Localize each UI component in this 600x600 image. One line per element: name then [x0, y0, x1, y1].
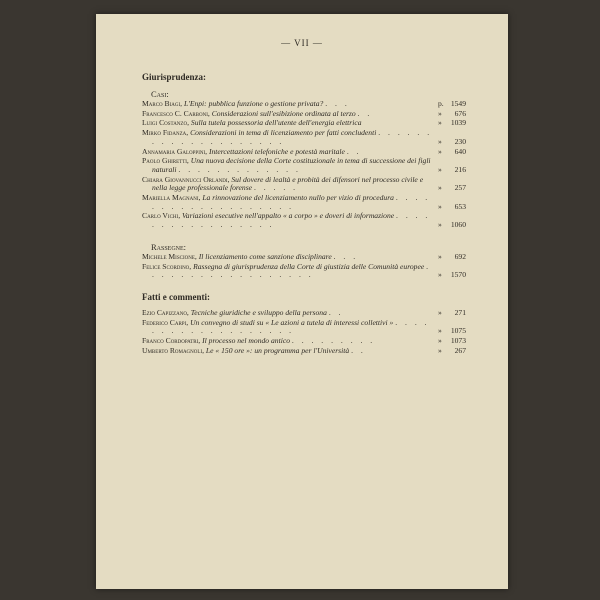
entry-title: Sulla tutela possessoria dell'utente dell'energia elettrica [190, 118, 362, 128]
entry-title: Variazioni esecutive nell'appalto « a corpo » e doveri di informazione [182, 211, 395, 221]
table-of-contents [142, 72, 466, 356]
entry-reference [438, 347, 466, 356]
toc-entry [142, 129, 466, 146]
page-marker: » [438, 201, 442, 211]
toc-entry [142, 337, 466, 346]
entry-reference [438, 110, 466, 119]
entry-author: Franco Cordopatri, [142, 336, 201, 346]
entry-page: 676 [454, 108, 466, 118]
leader-dots: . . . [325, 99, 350, 108]
toc-entry [142, 148, 466, 157]
entry-reference [438, 271, 466, 280]
leader-dots: . . . . . [253, 183, 299, 193]
entry-title: Sul dovere di lealtà e probità dei difensori nel processo civile e nella legge professionale forense [152, 174, 424, 193]
entry-reference [438, 100, 466, 109]
entry-page: 1570 [450, 270, 466, 280]
page-marker: » [438, 345, 442, 355]
subsection-heading: Rassegne: [151, 241, 187, 252]
entry-title: Rassegna di giurisprudenza della Corte di giustizia delle Comunità europee [193, 261, 425, 271]
page-marker: » [438, 307, 442, 317]
toc-entry [142, 253, 466, 262]
entry-title: Una nuova decisione della Corte costituzionale in tema di successione dei figli naturali [152, 156, 431, 174]
entry-author: Carlo Vichi, [142, 211, 181, 221]
entry-author: Felice Scordino, [142, 261, 192, 271]
toc-entry [142, 110, 466, 119]
toc-entry [142, 119, 466, 128]
entry-reference [438, 327, 466, 336]
toc-entry [142, 347, 466, 356]
entry-title: Considerazioni sull'esibizione ordinata al terzo [211, 108, 356, 118]
page-marker: » [438, 220, 442, 230]
entry-reference [438, 253, 466, 262]
toc-entry [142, 157, 466, 174]
entry-author: Mirko Fidanza, [142, 128, 189, 138]
entry-page: 1549 [450, 99, 466, 108]
entry-reference [438, 203, 466, 212]
leader-dots: . . [357, 108, 373, 118]
entry-page: 216 [454, 164, 466, 174]
entry-title: L'Enpi: pubblica funzione o gestione privata? [183, 99, 324, 108]
page-marker: » [438, 183, 442, 193]
leader-dots: . . [346, 146, 362, 156]
entry-author: Annamaria Galoppini, [142, 146, 208, 156]
entry-author: Michele Miscione, [142, 251, 197, 261]
entry-title: La rinnovazione del licenziamento nullo per vizio di procedura [202, 193, 394, 203]
entry-page: 1073 [450, 336, 466, 346]
entry-title: Le « 150 ore »: un programma per l'Università [205, 345, 350, 355]
entry-page: 1075 [450, 326, 466, 336]
entry-author: Umberto Romagnoli, [142, 345, 205, 355]
page-marker: » [438, 136, 442, 146]
entry-author: Chiara Giovannucci Orlandi, [142, 174, 230, 184]
entry-page: 1039 [450, 118, 466, 128]
entry-reference [438, 337, 466, 346]
document-page [96, 14, 508, 589]
leader-dots: . . . . . . . . . . . . . . . . . . . [152, 193, 431, 211]
entry-title: Intercettazioni telefoniche e potestà maritale [208, 146, 345, 156]
page-number: — VII — [281, 38, 323, 48]
page-marker: » [438, 118, 442, 128]
page-marker: » [438, 336, 442, 346]
leader-dots: . . . . . . . . . . . . . [178, 164, 301, 174]
page-marker: » [438, 164, 442, 174]
leader-dots: . . . . . . . . . . . . . . . . . [152, 211, 431, 230]
leader-dots: . . . . . . . . . . . . . . . . . . . . [152, 128, 433, 146]
entry-page: 230 [454, 136, 466, 146]
entry-page: 653 [454, 201, 466, 211]
entry-reference [438, 138, 466, 147]
entry-author: Ezio Capizzano, [142, 307, 189, 317]
leader-dots: . . [351, 345, 366, 355]
entry-reference [438, 119, 466, 128]
entry-title: Tecniche giuridiche e sviluppo della persona [190, 307, 327, 317]
toc-entry [142, 309, 466, 318]
toc-entry [142, 263, 466, 280]
entry-author: Marco Biagi, [142, 99, 183, 108]
entry-title: Considerazioni in tema di licenziamento per fatti concludenti [190, 128, 377, 138]
entry-page: 640 [454, 146, 466, 156]
entry-author: Mariella Magnani, [142, 193, 201, 203]
entry-page: 1060 [450, 220, 466, 230]
entry-author: Francesco C. Carboni, [142, 108, 210, 118]
entry-reference [438, 221, 466, 230]
toc-entry [142, 194, 466, 211]
entry-page: 692 [454, 251, 466, 261]
toc-entry [142, 176, 466, 193]
entry-title: Il processo nel mondo antico [202, 336, 290, 346]
page-marker: » [438, 270, 442, 280]
page-marker: » [438, 251, 442, 261]
entry-author: Paolo Ghiretti, [142, 156, 189, 166]
entry-reference [438, 184, 466, 193]
entry-reference [438, 148, 466, 157]
section-title: Giurisprudenza: [142, 72, 207, 82]
entry-reference [438, 166, 466, 175]
leader-dots: . . . . . . . . . [291, 336, 376, 346]
entry-page: 257 [454, 183, 466, 193]
entry-title: Un convegno di studi su « Le azioni a tutela di interessi collettivi » [190, 317, 394, 327]
leader-dots: . . . . . . . . . . . . . . . . . . . [152, 317, 430, 336]
toc-entry [142, 100, 466, 109]
page-marker: » [438, 108, 442, 118]
entry-page: 271 [454, 307, 466, 317]
entry-author: Federico Carpi, [142, 317, 189, 327]
entry-reference [438, 309, 466, 318]
toc-entry [142, 319, 466, 336]
page-marker: p. [438, 99, 444, 108]
subsection-heading: Casi: [151, 89, 169, 99]
page-marker: » [438, 326, 442, 336]
page-marker: » [438, 146, 442, 156]
entry-author: Luigi Costanzo, [142, 118, 189, 128]
section-title: Fatti e commenti: [142, 291, 210, 302]
entry-page: 267 [454, 345, 466, 355]
toc-entry [142, 212, 466, 229]
leader-dots: . . . [333, 251, 359, 261]
leader-dots: . . [328, 307, 344, 317]
entry-title: Il licenziamento come sanzione disciplinare [198, 251, 332, 261]
leader-dots: . . . . . . . . . . . . . . . . . . [152, 261, 432, 280]
